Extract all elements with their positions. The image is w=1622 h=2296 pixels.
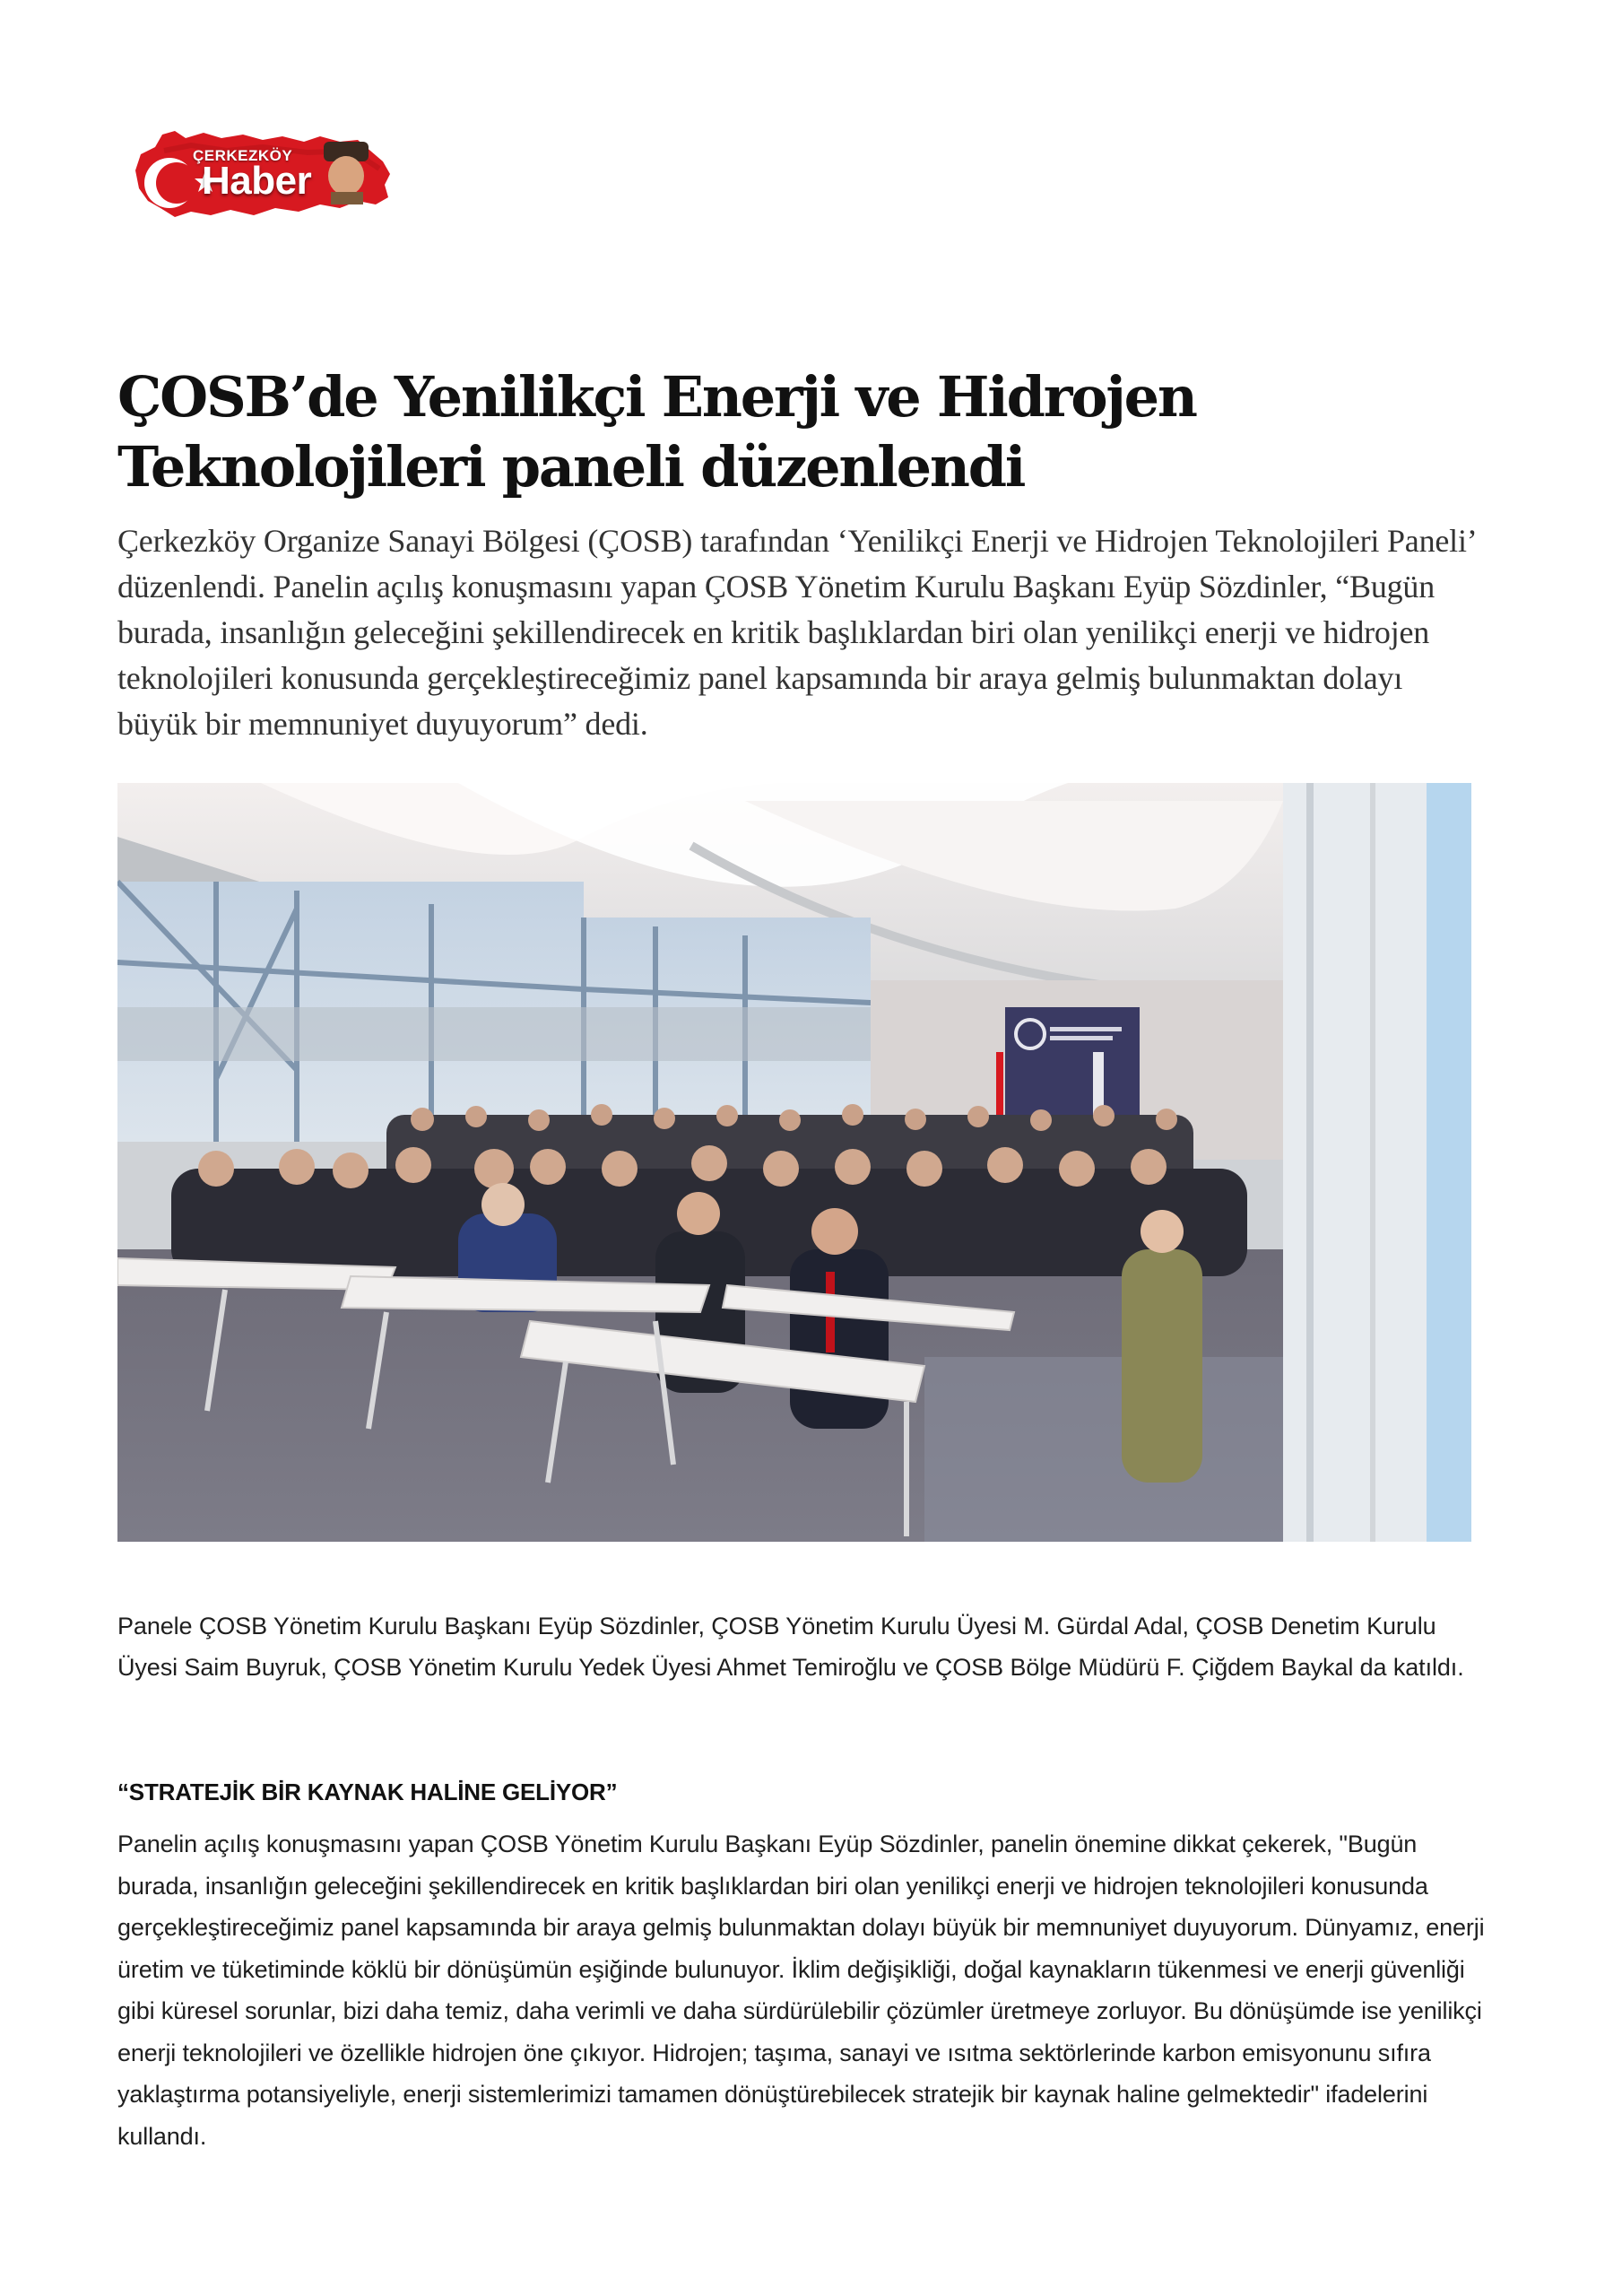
- photo-caption: Panele ÇOSB Yönetim Kurulu Başkanı Eyüp Sözdinler, ÇOSB Yönetim Kurulu Üyesi M. Gürdal Adal, ÇOSB Denetim Kurulu Üyesi Saim Buyruk, ÇOSB Yönetim Kurulu Yedek Üyesi Ahmet Temiroğlu ve ÇOSB Bölge Müdürü F. Çiğdem Baykal da katıldı.: [117, 1613, 1464, 1681]
- site-logo[interactable]: [128, 115, 397, 230]
- article-photo: [117, 783, 1471, 1542]
- article-body: Panelin açılış konuşmasını yapan ÇOSB Yönetim Kurulu Başkanı Eyüp Sözdinler, panelin önemine dikkat çekerek, "Bugün burada, insanlığın geleceğini şekillendirecek en kritik başlıklardan biri olan yenilikçi enerji ve hidrojen teknolojileri konusunda gerçekleştireceğimiz panel kapsamında bir araya gelmiş bulunmaktan dolayı büyük bir memnuniyet duyuyorum. Dünyamız, enerji üretim ve tüketiminde köklü bir dönüşümün eşiğinde bulunuyor. İklim değişikliği, doğal kaynakların tükenmesi ve enerji güvenliği gibi küresel sorunlar, bizi daha temiz, daha verimli ve daha sürdürülebilir çözümler üretmeye zorluyor. Bu dönüşümde ise yenilikçi enerji teknolojileri ve özellikle hidrojen öne çıkıyor. Hidrojen; taşıma, sanayi ve ısıtma sektörlerinde karbon emisyonunu sıfıra yaklaştırma potansiyeliyle, enerji sistemlerimizi tamamen dönüştürebilecek stratejik bir kaynak haline gelmektedir" ifadelerini kullandı.: [117, 1831, 1485, 2150]
- section-subheading: “STRATEJİK BİR KAYNAK HALİNE GELİYOR”: [117, 1779, 618, 1805]
- article-title: ÇOSB’de Yenilikçi Enerji ve Hidrojen Teknolojileri paneli düzenlendi: [117, 364, 1196, 500]
- conference-room-photo: [117, 783, 1471, 1542]
- logo-top-text: ÇERKEZKÖY: [193, 147, 293, 164]
- article-lead: Çerkezköy Organize Sanayi Bölgesi (ÇOSB) tarafından ‘Yenilikçi Enerji ve Hidrojen Teknolojileri Paneli’ düzenlendi. Panelin açılış konuşmasını yapan ÇOSB Yönetim Kurulu Başkanı Eyüp Sözdinler, “Bugün burada, insanlığın geleceğini şekillendirecek en kritik başlıklardan biri olan yenilikçi enerji ve hidrojen teknolojileri konusunda gerçekleştireceğimiz panel kapsamında bir araya gelmiş bulunmaktan dolayı büyük bir memnuniyet duyuyorum” dedi.: [117, 523, 1475, 742]
- logo-main-text: Haber: [202, 159, 312, 203]
